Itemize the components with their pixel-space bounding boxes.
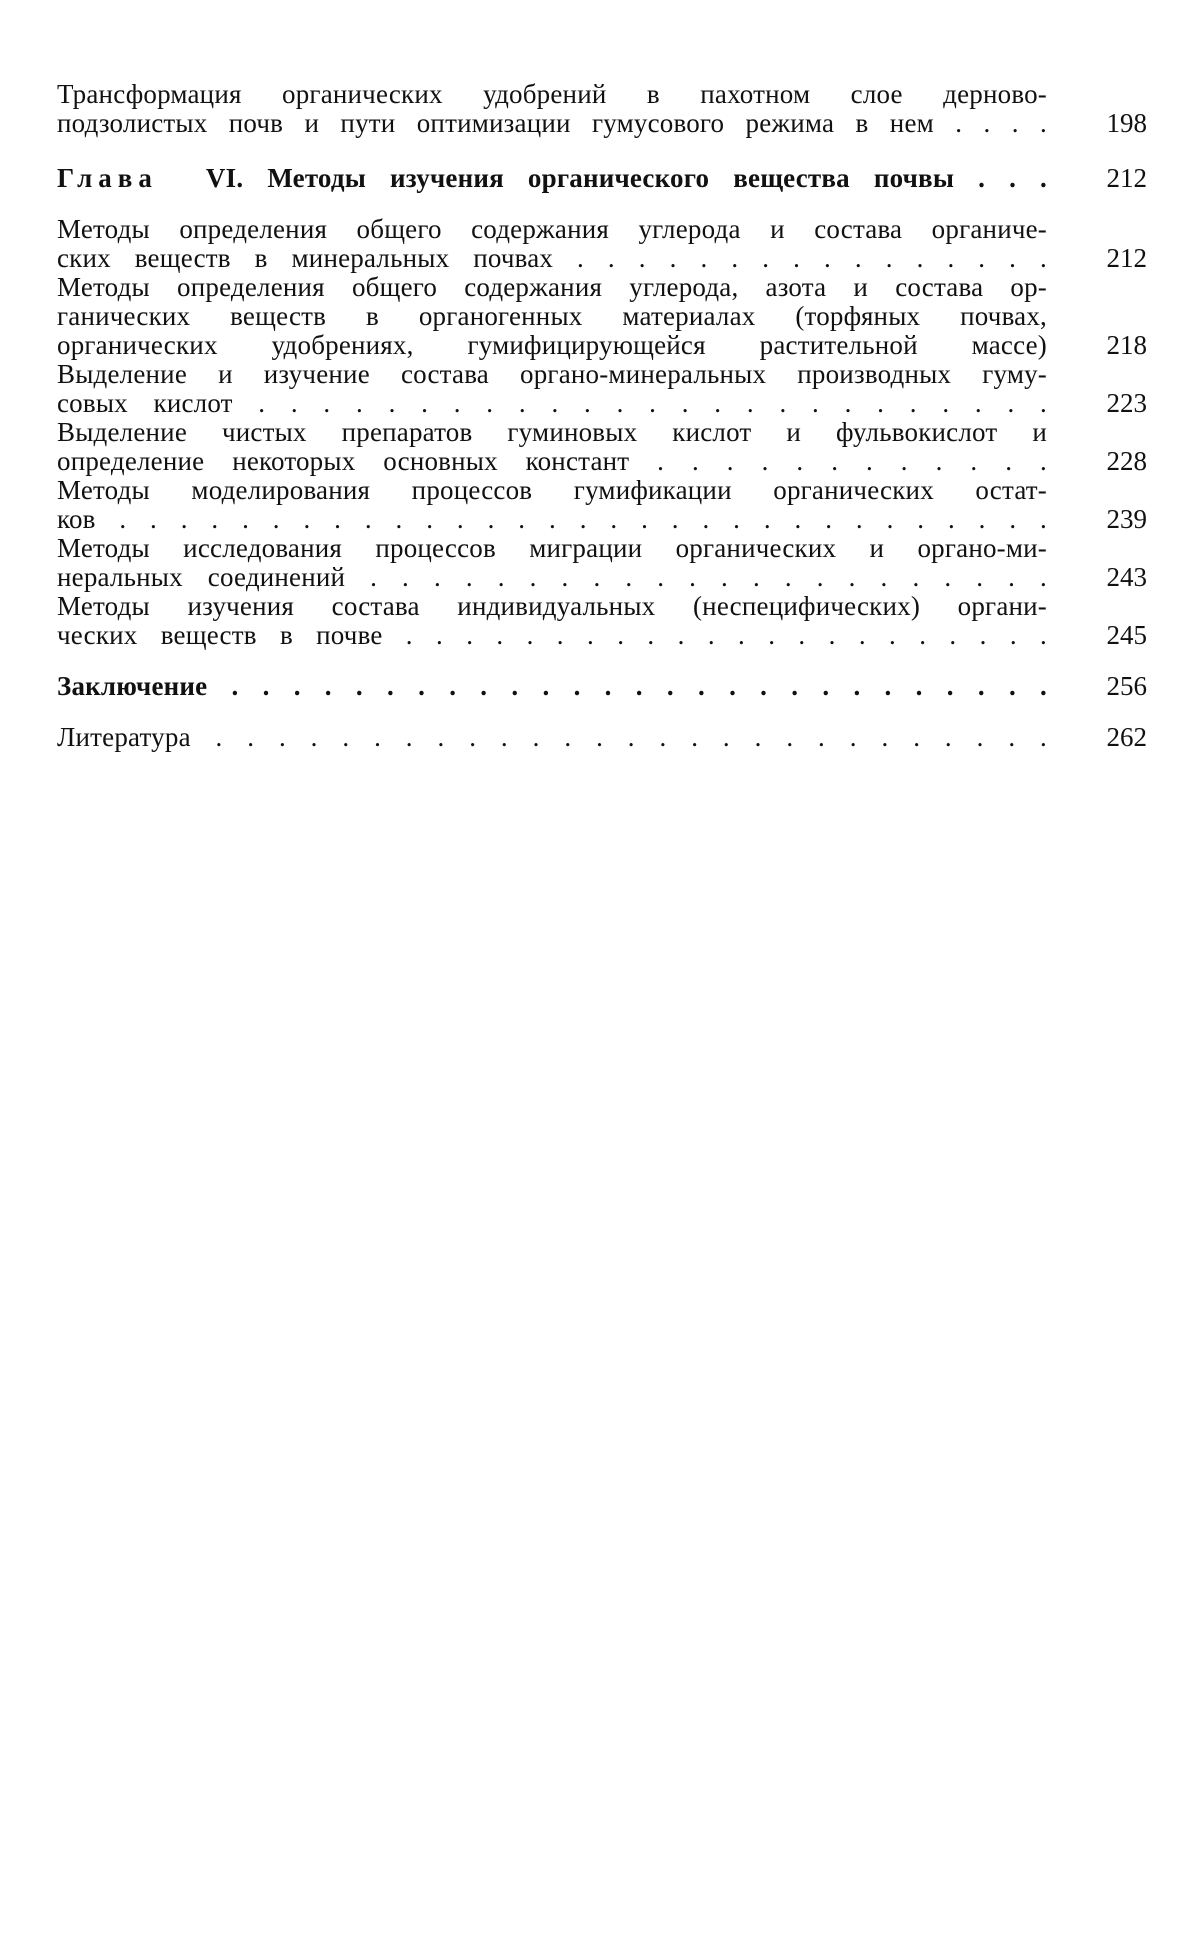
toc-entry-title (57, 592, 1047, 650)
toc-entry (57, 592, 1147, 650)
toc-entry-line: Методы исследования процессов миграции органических и органо-ми- (57, 533, 1047, 563)
toc-entry-line: Методы изучения состава индивидуальных (неспецифических) органи- (57, 591, 1047, 621)
toc-entry-line: ских веществ в минеральных почвах . . . . . . . . . . . . . . . . (57, 243, 1047, 273)
toc-page-number: 223 (1106, 388, 1147, 418)
toc-page-number: 245 (1106, 620, 1147, 650)
toc-entry-title (57, 418, 1047, 476)
toc-page-number: 218 (1106, 330, 1147, 360)
chapter-number: VI. (205, 163, 244, 193)
toc-entry-title (57, 534, 1047, 592)
toc-entry-line: Литература . . . . . . . . . . . . . . . . . . . . . . . . . . . (57, 722, 1047, 752)
toc-entry-line: ганических веществ в органогенных материалах (торфяных почвах, (57, 301, 1047, 331)
toc-entry-line: ческих веществ в почве . . . . . . . . . . . . . . . . . . . . . . (57, 620, 1047, 650)
toc-page-number: 212 (1106, 243, 1147, 273)
toc-entry-title (57, 476, 1047, 534)
toc-entry-title (57, 723, 1047, 752)
toc-entry-title (57, 273, 1047, 360)
toc-page-number: 239 (1106, 504, 1147, 534)
toc-entry-line: неральных соединений . . . . . . . . . . . . . . . . . . . . . . (57, 562, 1047, 592)
toc-chapter-heading (57, 164, 1147, 193)
toc-entry-conclusion (57, 672, 1147, 701)
toc-entry-line: Трансформация органических удобрений в пахотном слое дерново- (57, 79, 1047, 109)
chapter-label: Глава (57, 163, 158, 193)
toc-entry-title (57, 360, 1047, 418)
toc-entry-line: органических удобрениях, гумифицирующейся растительной массе) (57, 330, 1047, 360)
toc-entry-line: Заключение . . . . . . . . . . . . . . . . . . . . . . . . . . . (57, 671, 1047, 701)
toc-entry-title (57, 215, 1047, 273)
toc-page-number: 198 (1106, 108, 1147, 138)
toc-entry-title (57, 164, 1047, 193)
toc-entry-line: Выделение и изучение состава органо-минеральных производных гуму- (57, 359, 1047, 389)
toc-entry-line (57, 164, 1047, 193)
toc-entry-line: Методы моделирования процессов гумификации органических остат- (57, 475, 1047, 505)
toc-page-number: 256 (1106, 671, 1147, 701)
toc-entry-line: Методы определения общего содержания углерода, азота и состава ор- (57, 272, 1047, 302)
toc-entry (57, 273, 1147, 360)
toc-entry-title (57, 672, 1047, 701)
toc-page-number: 212 (1106, 163, 1147, 193)
toc-entry (57, 418, 1147, 476)
toc-entry-title (57, 80, 1047, 138)
toc-entry (57, 534, 1147, 592)
toc-entry-line: подзолистых почв и пути оптимизации гумусового режима в нем . . . . (57, 108, 1047, 138)
toc-entry (57, 360, 1147, 418)
toc-entry (57, 80, 1147, 138)
toc-page-number: 262 (1106, 722, 1147, 752)
toc-entry-line: Выделение чистых препаратов гуминовых кислот и фульвокислот и (57, 417, 1047, 447)
toc-entry-line: совых кислот . . . . . . . . . . . . . . . . . . . . . . . . . (57, 388, 1047, 418)
toc-entry (57, 476, 1147, 534)
toc-entry-line: Методы определения общего содержания углерода и состава органиче- (57, 214, 1047, 244)
toc-page-number: 243 (1106, 562, 1147, 592)
toc-entry-line: ков . . . . . . . . . . . . . . . . . . . . . . . . . . . . . . . (57, 504, 1047, 534)
chapter-title: Методы изучения органического вещества почвы . . . (267, 163, 1048, 193)
toc-entry-references (57, 723, 1147, 752)
toc-page-number: 228 (1106, 446, 1147, 476)
table-of-contents (57, 80, 1147, 752)
toc-entry-line: определение некоторых основных констант . . . . . . . . . . . . (57, 446, 1047, 476)
toc-entry (57, 215, 1147, 273)
